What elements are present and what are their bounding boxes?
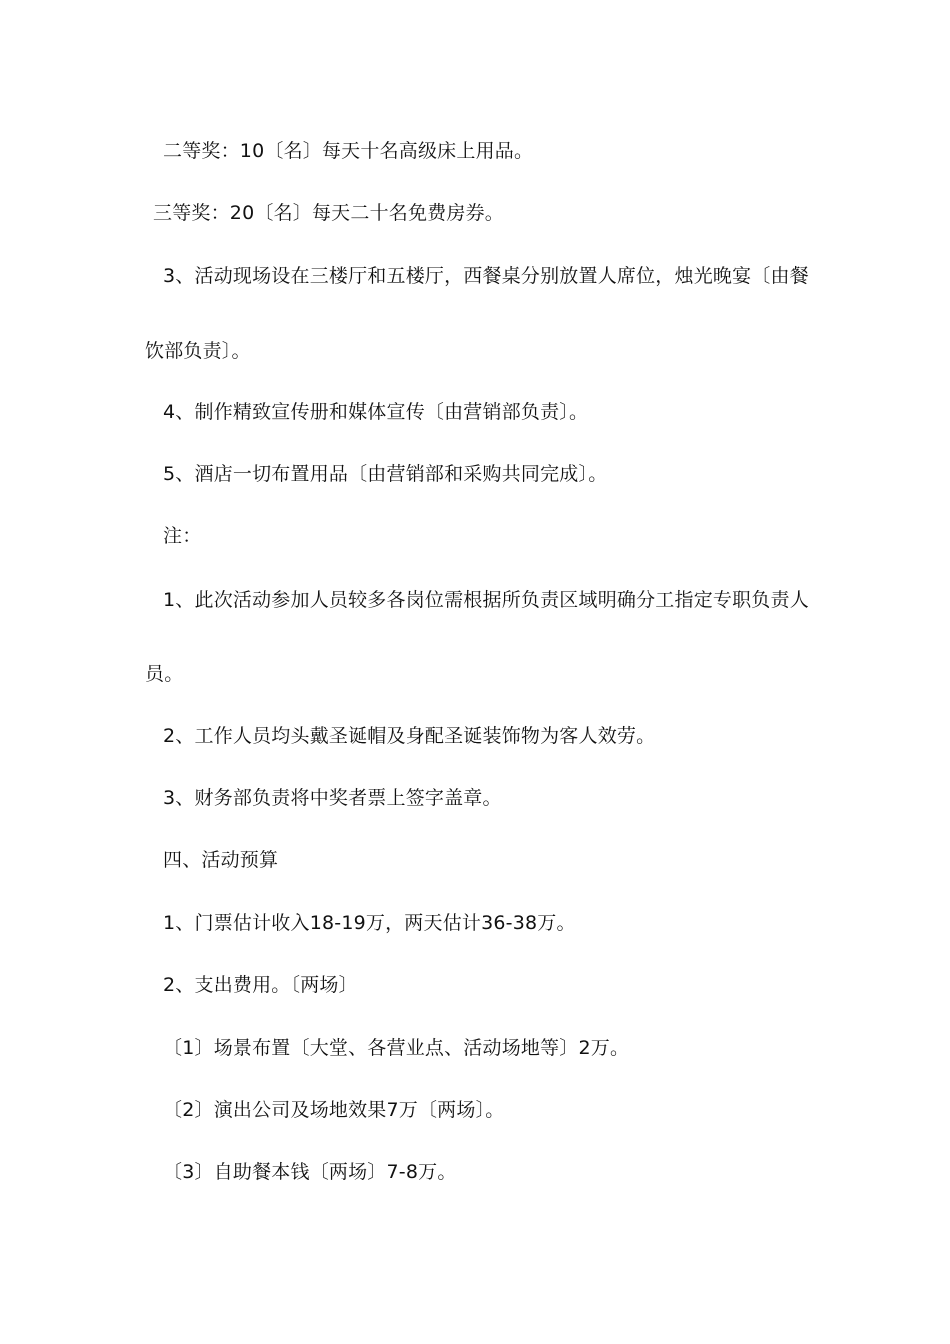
paragraph-decorations: 5、酒店一切布置用品〔由营销部和采购共同完成〕。 (163, 463, 608, 485)
budget-item-income: 1、门票估计收入18-19万，两天估计36-38万。 (163, 912, 576, 934)
note-item-1-cont: 员。 (145, 663, 184, 685)
note-item-1: 1、此次活动参加人员较多各岗位需根据所负责区域明确分工指定专职负责人 (163, 589, 809, 611)
expense-item-buffet: 〔3〕自助餐本钱〔两场〕7-8万。 (163, 1161, 457, 1183)
paragraph-venue-setup-cont: 饮部负责〕。 (145, 340, 251, 362)
note-item-3: 3、财务部负责将中奖者票上签字盖章。 (163, 787, 502, 809)
expense-item-performance: 〔2〕演出公司及场地效果7万〔两场〕。 (163, 1099, 505, 1121)
paragraph-third-prize: 三等奖：20〔名〕每天二十名免费房券。 (153, 202, 504, 224)
budget-item-expenses: 2、支出费用。〔两场〕 (163, 974, 358, 996)
expense-item-scene: 〔1〕场景布置〔大堂、各营业点、活动场地等〕2万。 (163, 1037, 630, 1059)
paragraph-venue-setup: 3、活动现场设在三楼厅和五楼厅，西餐桌分别放置人席位，烛光晚宴〔由餐 (163, 265, 809, 287)
paragraph-second-prize: 二等奖：10〔名〕每天十名高级床上用品。 (163, 140, 534, 162)
note-item-2: 2、工作人员均头戴圣诞帽及身配圣诞装饰物为客人效劳。 (163, 725, 656, 747)
section-heading-budget: 四、活动预算 (163, 849, 279, 871)
paragraph-brochure: 4、制作精致宣传册和媒体宣传〔由营销部负责〕。 (163, 401, 589, 423)
note-heading: 注： (163, 525, 202, 547)
